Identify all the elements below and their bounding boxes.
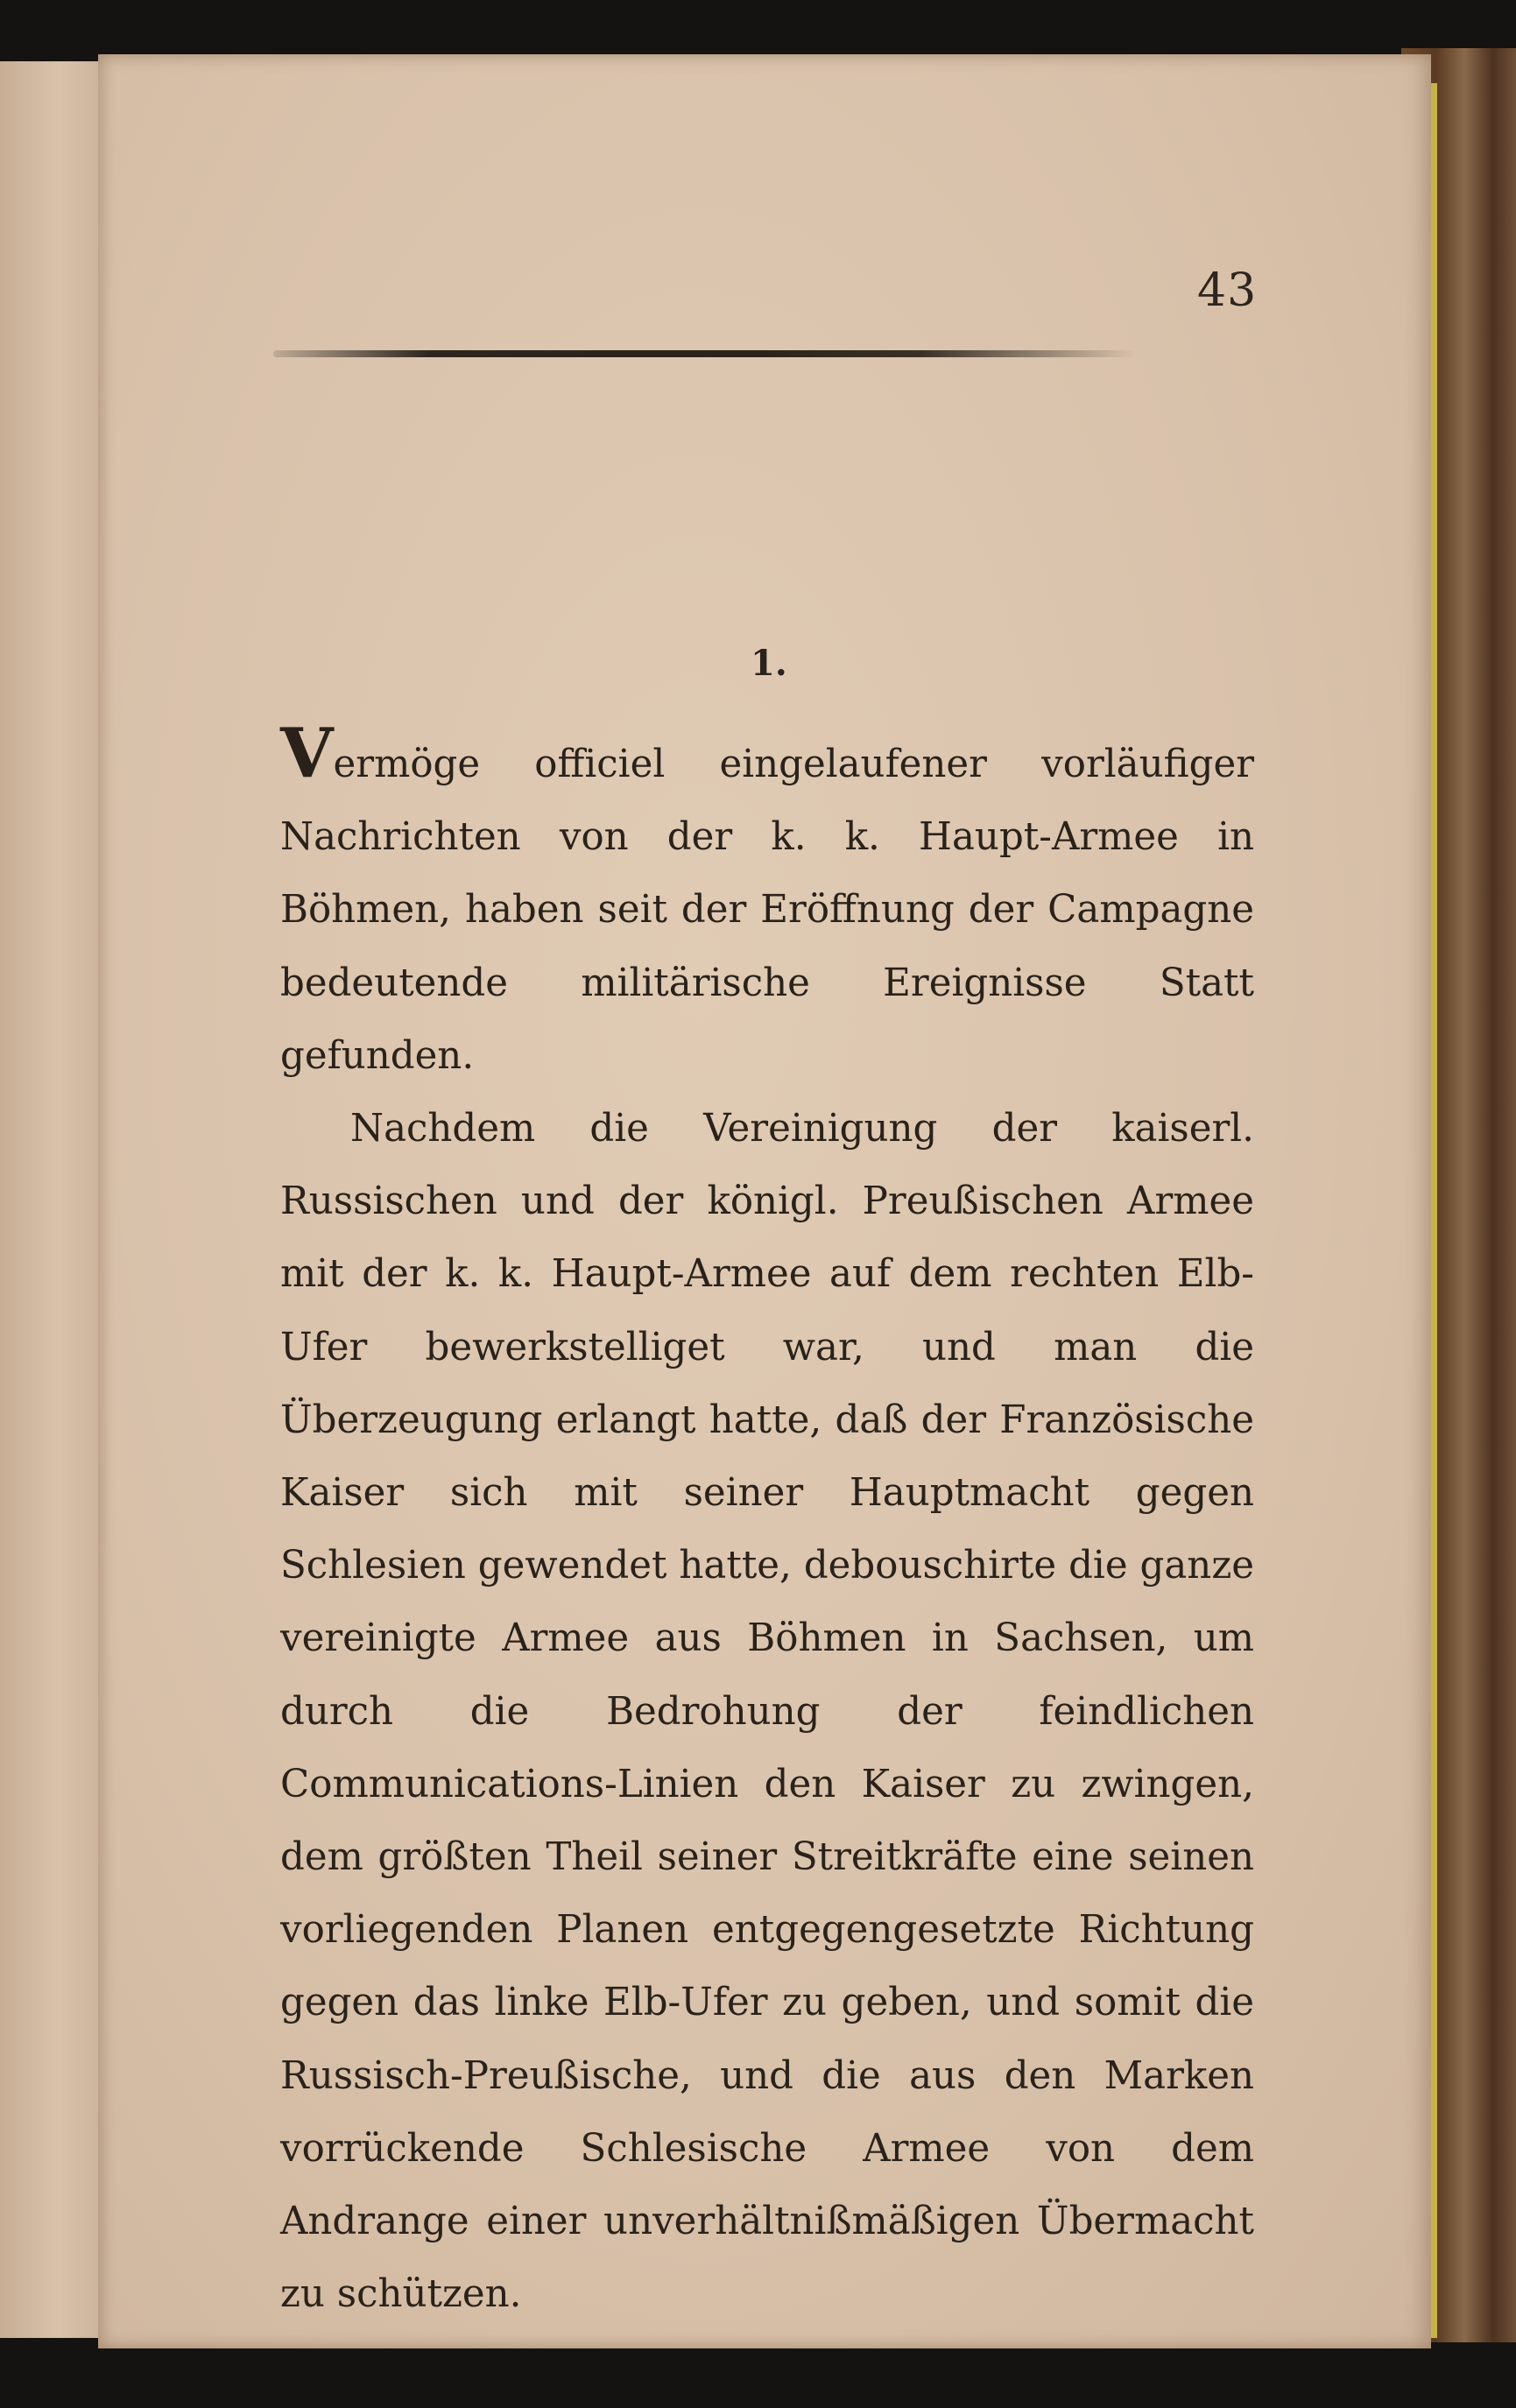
section-number: 1. — [751, 643, 787, 684]
paragraph-1: Vermöge officiel eingelaufener vorläufiger Nachrichten von der k. k. Haupt-Armee in Böhmen, haben seit der Eröffnung der Campagne bedeutende militärische Ereignisse Statt gefunden. — [280, 714, 1254, 1078]
book-page — [98, 54, 1431, 2348]
paragraph-2: Nachdem die Vereinigung der kaiserl. Russischen und der königl. Preußischen Armee mit der k. k. Haupt-Armee auf dem rechten Elb-Ufer bewerkstelliget war, und man die Überzeugung erlangt hatte, daß der Französische Kaiser sich mit seiner Hauptmacht gegen Schlesien gewendet hatte, debouschirte die ganze vereinigte Armee aus Böhmen in Sachsen, um durch die Bedrohung der feindlichen Communications-Linien den Kaiser zu zwingen, dem größten Theil seiner Streitkräfte eine seinen vorliegenden Planen entgegengesetzte Richtung gegen das linke Elb-Ufer zu geben, und somit die Russisch-Preußische, und die aus den Marken vorrückende Schlesische Armee von dem Andrange einer unverhältnißmäßigen Übermacht zu schützen. — [280, 1107, 1254, 2317]
page-number: 43 — [1197, 264, 1258, 317]
facing-page-edge — [0, 61, 100, 2338]
body-text — [280, 714, 1254, 2331]
header-rule — [273, 350, 1136, 357]
